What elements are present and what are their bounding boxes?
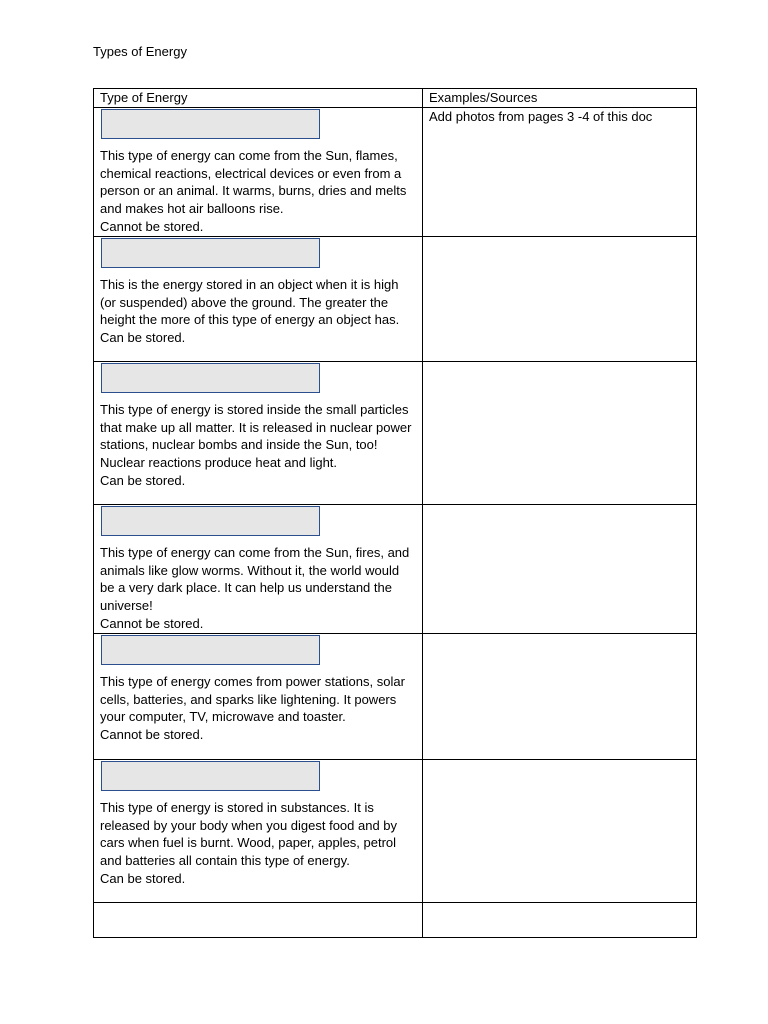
energy-description: This type of energy comes from power stations, solar cells, batteries, and sparks like lightening. It powers your computer, TV, microwave and toaster. [100,673,405,725]
energy-description: This type of energy is stored in substances. It is released by your body when you digest food and by cars when fuel is burnt. Wood, paper, apples, petrol and batteries all contain this type of energy. [100,799,398,869]
energy-table [93,88,697,938]
energy-description: This type of energy is stored inside the small particles that make up all matter. It is released in nuclear power stations, nuclear bombs and inside the Sun, too! Nuclear reactions produce heat and light. [100,401,412,471]
empty-examples-cell[interactable] [423,902,697,937]
type-cell [94,361,423,504]
answer-input-box[interactable] [101,506,320,536]
storage-note: Can be stored. [100,870,186,886]
examples-text: Add photos from pages 3 -4 of this doc [429,108,653,124]
answer-input-box[interactable] [101,761,320,791]
table-row-empty [94,902,697,937]
table-row [94,504,697,633]
table-header-row [94,89,697,108]
type-cell [94,759,423,902]
table-row [94,107,697,236]
answer-input-box[interactable] [101,635,320,665]
type-cell [94,107,423,236]
table-row [94,633,697,759]
storage-note: Can be stored. [100,472,186,488]
type-cell [94,236,423,361]
type-cell [94,633,423,759]
table-row [94,236,697,361]
storage-note: Cannot be stored. [100,615,204,631]
energy-description: This is the energy stored in an object when it is high (or suspended) above the ground. The greater the height the more of this type of energy an object has. [100,276,400,328]
energy-description: This type of energy can come from the Sun, fires, and animals like glow worms. Without it, the world would be a very dark place. It can help us understand the universe! [100,544,410,614]
energy-description: This type of energy can come from the Sun, flames, chemical reactions, electrical devices or even from a person or an animal. It warms, burns, dries and melts and makes hot air balloons rise. [100,147,407,217]
answer-input-box[interactable] [101,238,320,268]
type-cell [94,504,423,633]
examples-cell[interactable] [423,107,697,236]
answer-input-box[interactable] [101,363,320,393]
document-title: Types of Energy [93,44,187,59]
examples-cell[interactable] [423,504,697,633]
storage-note: Can be stored. [100,330,186,346]
empty-type-cell[interactable] [94,902,423,937]
storage-note: Cannot be stored. [100,727,204,743]
table-row [94,759,697,902]
examples-cell[interactable] [423,633,697,759]
table-row [94,361,697,504]
examples-cell[interactable] [423,236,697,361]
examples-cell[interactable] [423,361,697,504]
storage-note: Cannot be stored. [100,218,204,234]
examples-cell[interactable] [423,759,697,902]
header-examples-sources: Examples/Sources [423,89,697,108]
answer-input-box[interactable] [101,109,320,139]
header-type-of-energy: Type of Energy [94,89,423,108]
